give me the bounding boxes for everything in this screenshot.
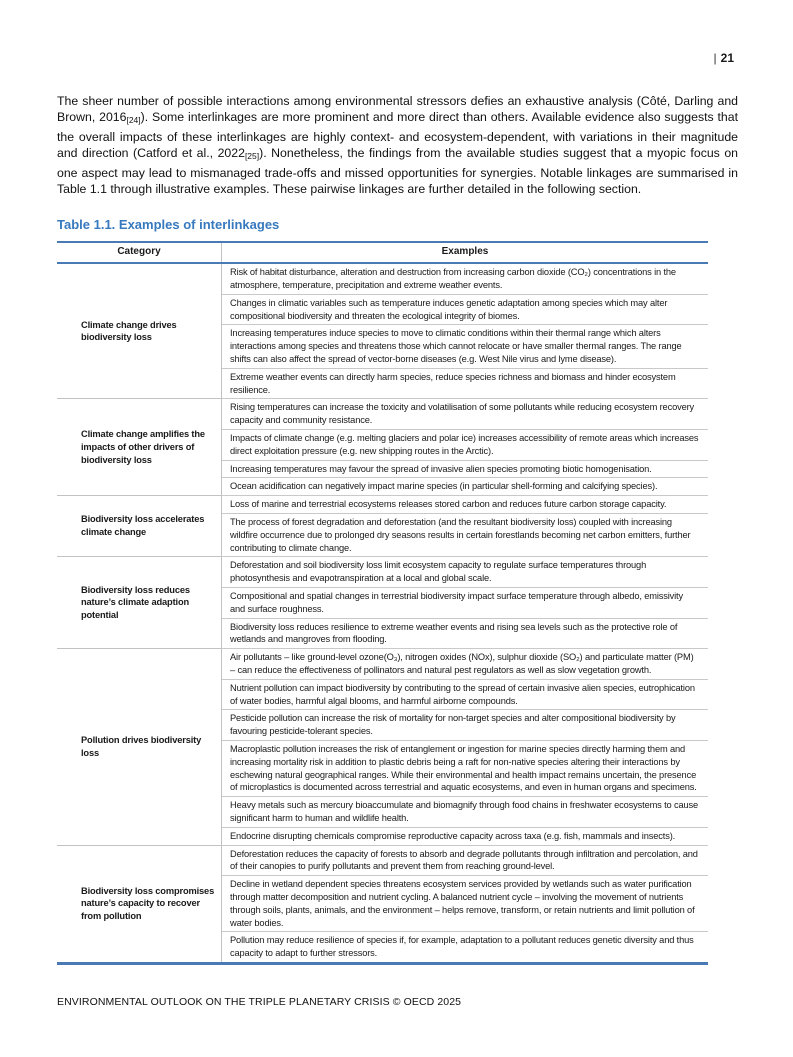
example-cell: The process of forest degradation and deforestation (and the resultant biodiversity loss) coupled with increasing wildfire occurrence due to prolonged dry seasons results in certain forestlands becoming net carbon emitters, further contributing to climate change.	[222, 513, 709, 556]
category-cell: Pollution drives biodiversity loss	[57, 649, 222, 845]
paragraph-segment: ). Nonetheless, the findings from the available studies suggest that a myopic focus on one aspect may lead to mismanaged trade-offs and missed opportunities for synergies. Notable linkages are summarised in Table 1.1 through illustrative examples. These pairwise linkages are further detailed in the following section.	[57, 146, 739, 197]
table-title: Table 1.1. Examples of interlinkages	[57, 217, 280, 233]
paragraph-segment: ). Some interlinkages are more prominent and more direct than others. Available evidence also suggests that the overall impacts of these interlinkages are highly context- and ecosystem-dependent, with variations in their magnitude and direction (Catford et al., 2022	[57, 110, 739, 161]
example-cell: Pesticide pollution can increase the risk of mortality for non-target species and alter compositional biodiversity by favouring pesticide-tolerant species.	[222, 710, 709, 741]
column-header-category: Category	[57, 242, 222, 263]
example-cell: Increasing temperatures induce species to move to climatic conditions within their thermal range which alters interactions among species and threatens those which cannot relocate or have smaller thermal ranges. The range shifts can also affect the spread of vector-borne diseases (e.g. West Nile virus and lyme disease).	[222, 325, 709, 368]
category-cell: Biodiversity loss accelerates climate change	[57, 496, 222, 557]
table-row	[57, 845, 708, 876]
page-number	[57, 51, 737, 67]
table-row	[57, 263, 708, 294]
example-cell: Biodiversity loss reduces resilience to extreme weather events and rising sea levels such as the protective role of wetlands and mangroves from flooding.	[222, 618, 709, 649]
table-row	[57, 399, 708, 430]
example-cell: Compositional and spatial changes in terrestrial biodiversity impact surface temperature through albedo, emissivity and surface roughness.	[222, 587, 709, 618]
paragraph-segment: The sheer number of possible interactions among environmental stressors defies an exhaustive analysis (Côté, Darling and Brown, 2016	[57, 94, 738, 125]
category-cell: Biodiversity loss reduces nature’s climate adaption potential	[57, 557, 222, 649]
table-header-row	[57, 242, 708, 263]
example-cell: Impacts of climate change (e.g. melting glaciers and polar ice) increases accessibility of remote areas which increases direct exploitation pressure (e.g. new shipping routes in the Arctic).	[222, 430, 709, 461]
table-row	[57, 649, 708, 680]
column-header-examples: Examples	[222, 242, 709, 263]
table-row	[57, 557, 708, 588]
body-paragraph	[57, 93, 738, 197]
example-cell: Ocean acidification can negatively impact marine species (in particular shell-forming and calcifying species).	[222, 478, 709, 496]
examples-table	[57, 241, 708, 964]
example-cell: Macroplastic pollution increases the risk of entanglement or ingestion for marine species directly harming them and increasing mortality risk in addition to plastic debris being a raft for non-native species altering their interactions by eschewing natural geographical ranges. While their environmental and health impact remains uncertain, the presence of microplastics is documented across terrestrial and aquatic ecosystems, and even in human organs and specimens.	[222, 740, 709, 796]
category-cell: Climate change amplifies the impacts of other drivers of biodiversity loss	[57, 399, 222, 496]
example-cell: Risk of habitat disturbance, alteration and destruction from increasing carbon dioxide (CO₂) concentrations in the atmosphere, temperature, precipitation and extreme weather events.	[222, 263, 709, 294]
category-cell: Climate change drives biodiversity loss	[57, 263, 222, 399]
example-cell: Decline in wetland dependent species threatens ecosystem services provided by wetlands such as water purification through matter decomposition and nutrient cycling. A balanced nutrient cycle – involving the movement of nutrients through soils, plants, animals, and the environment – helps remove, transform, or retain nutrients and limit pollution of water bodies.	[222, 876, 709, 932]
citation-subscript: [25]	[244, 151, 260, 162]
category-cell: Biodiversity loss compromises nature’s capacity to recover from pollution	[57, 845, 222, 963]
example-cell: Pollution may reduce resilience of species if, for example, adaptation to a pollutant reduces genetic diversity and thus capacity to adapt to further stressors.	[222, 932, 709, 964]
page-number-separator: |	[713, 51, 717, 65]
footer-text: ENVIRONMENTAL OUTLOOK ON THE TRIPLE PLANETARY CRISIS © OECD 2025	[57, 996, 462, 1008]
example-cell: Loss of marine and terrestrial ecosystems releases stored carbon and reduces future carbon storage capacity.	[222, 496, 709, 514]
example-cell: Extreme weather events can directly harm species, reduce species richness and biomass and hinder ecosystem resilience.	[222, 368, 709, 399]
example-cell: Rising temperatures can increase the toxicity and volatilisation of some pollutants while reducing ecosystem recovery capacity and community resistance.	[222, 399, 709, 430]
example-cell: Nutrient pollution can impact biodiversity by contributing to the spread of certain invasive alien species, eutrophication of water bodies, harmful algal blooms, and harmful airborne compounds.	[222, 679, 709, 710]
example-cell: Increasing temperatures may favour the spread of invasive alien species promoting biotic homogenisation.	[222, 460, 709, 478]
example-cell: Changes in climatic variables such as temperature induces genetic adaptation among species which may alter compositional biodiversity and threaten the ecological integrity of biomes.	[222, 294, 709, 325]
page-number-value: 21	[720, 51, 734, 65]
example-cell: Heavy metals such as mercury bioaccumulate and biomagnify through food chains in freshwater ecosystems to cause significant harm to human and wildlife health.	[222, 797, 709, 828]
example-cell: Air pollutants – like ground-level ozone(O₃), nitrogen oxides (NOx), sulphur dioxide (SO₂) and particulate matter (PM) – can reduce the effectiveness of pollinators and natural pest regulators as well as slow vegetation growth.	[222, 649, 709, 680]
citation-subscript: [24]	[126, 115, 141, 126]
example-cell: Endocrine disrupting chemicals compromise reproductive capacity across taxa (e.g. fish, mammals and insects).	[222, 827, 709, 845]
example-cell: Deforestation reduces the capacity of forests to absorb and degrade pollutants through infiltration and percolation, and of their canopies to purify pollutants and prevent them from reaching ground-level.	[222, 845, 709, 876]
example-cell: Deforestation and soil biodiversity loss limit ecosystem capacity to regulate surface temperatures through photosynthesis and evapotranspiration at a local and global scale.	[222, 557, 709, 588]
table-row	[57, 496, 708, 514]
